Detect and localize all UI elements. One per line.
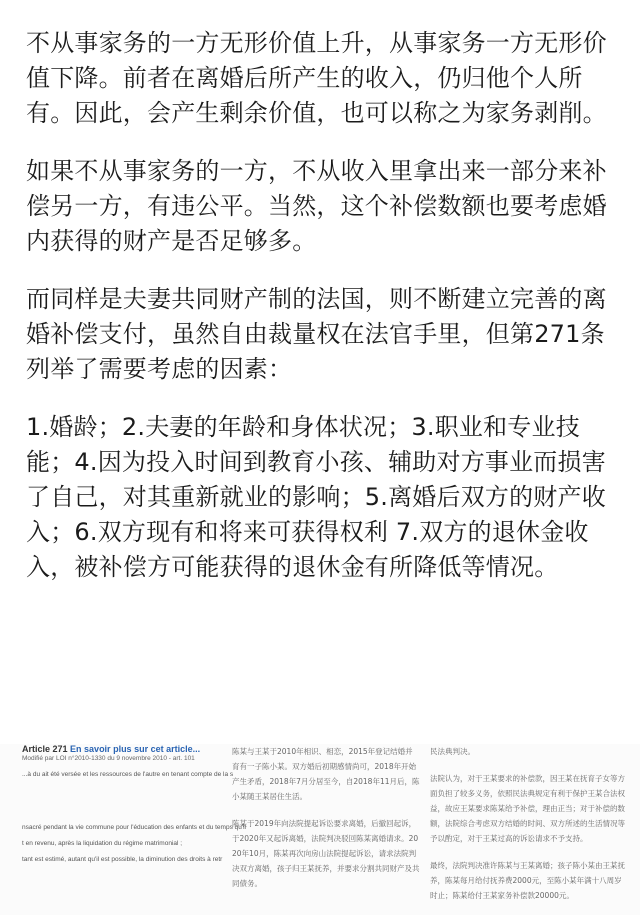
article-paragraph-3: 而同样是夫妻共同财产制的法国，则不断建立完善的离婚补偿支付，虽然自由裁量权在法官手里，但第271条列举了需要考虑的因素： [26,285,607,383]
case-left-paragraph-2: 陈某于2019年向法院提起诉讼要求离婚，后撤回起诉，于2020年又起诉离婚，法院判决驳回陈某离婚请求。2020年10月，陈某再次向房山法院提起诉讼，请求法院判决双方离婚，孩子归王某抚养，并要求分割共同财产及共同债务。 [232,819,420,888]
french-law-excerpt [22,744,246,915]
article-body [26,26,626,585]
french-line-1: ...à du ait été versée et les ressources de l'autre en tenant compte de la s [22,771,234,778]
case-left-paragraph-1: 陈某与王某于2010年相识、相恋，2015年登记结婚并育有一子陈小某。双方婚后初期感情尚可，2018年开始产生矛盾，2018年7月分居至今，自2018年11月后，陈小某随王某居住生活。 [232,747,420,801]
french-line-3: t en revenu, après la liquidation du régime matrimonial ; [22,840,183,847]
french-article-modified: Modifié par LOI n°2010-1330 du 9 novembre 2010 - art. 101 [22,755,195,762]
article-paragraph-4: 1.婚龄；2.夫妻的年龄和身体状况；3.职业和专业技能；4.因为投入时间到教育小孩、辅助对方事业而损害了自己，对其重新就业的影响；5.离婚后双方的财产收入；6.双方现有和将来可获得权利 7.双方的退休金收入，被补偿方可能获得的退休金有所降低等情况。 [26,413,606,581]
case-right-paragraph-2: 法院认为，对于王某要求的补偿款，因王某在抚育子女等方面负担了较多义务，依照民法典规定有利于保护王某合法权益，故应王某要求陈某给予补偿，理由正当；对于补偿的数额，法院综合考虑双方结婚的时间、双方所述的生活情况等予以酌定，对于王某过高的诉讼请求不予支持。 [430,774,625,843]
case-excerpt-right [430,744,626,915]
french-line-4: tant est estimé, autant qu'il est possible, la diminution des droits à retr [22,856,223,863]
french-article-link[interactable]: En savoir plus sur cet article... [70,744,201,754]
french-article-title: Article 271 [22,744,68,754]
french-article-heading [22,744,218,754]
embedded-screenshots [0,744,640,915]
french-line-2: nsacré pendant la vie commune pour l'éducation des enfants et du temps qu'il [22,824,246,831]
case-right-paragraph-3: 最终，法院判决准许陈某与王某离婚；孩子陈小某由王某抚养，陈某每月给付抚养费2000元，至陈小某年满十八周岁时止；陈某给付王某家务补偿款20000元。 [430,861,625,900]
article-paragraph-2: 如果不从事家务的一方，不从收入里拿出来一部分来补偿另一方，有违公平。当然，这个补偿数额也要考虑婚内获得的财产是否足够多。 [26,157,607,255]
article-paragraph-1: 不从事家务的一方无形价值上升，从事家务一方无形价值下降。前者在离婚后所产生的收入，仍归他个人所有。因此，会产生剩余价值，也可以称之为家务剥削。 [26,29,607,127]
case-excerpt-left [232,744,420,915]
case-right-paragraph-1: 民法典判决。 [430,747,475,756]
